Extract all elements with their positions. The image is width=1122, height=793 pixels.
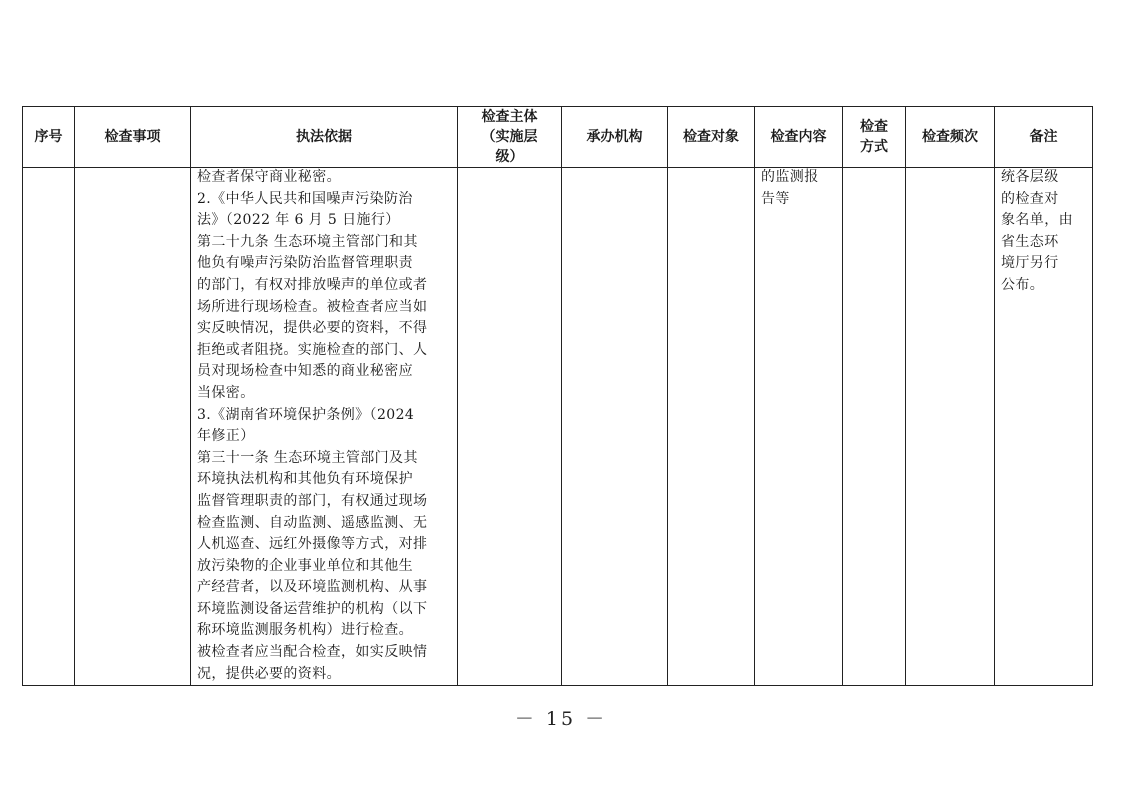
- header-basis: 执法依据: [191, 107, 458, 168]
- text-line: 公布。: [1001, 276, 1045, 293]
- page-number: － 15 －: [514, 708, 608, 730]
- text-line: 检查者保守商业秘密。: [197, 169, 341, 185]
- text-line: 省生态环: [1001, 233, 1059, 250]
- text-line: 的监测报: [761, 169, 819, 185]
- text-line: 的部门，有权对排放噪声的单位或者: [197, 276, 428, 293]
- text-line: 2.《中华人民共和国噪声污染防治: [197, 190, 413, 207]
- header-content: 检查内容: [755, 107, 843, 168]
- table-row: [23, 168, 1093, 686]
- cell-target: [668, 168, 755, 686]
- text-line: 告等: [761, 190, 790, 207]
- text-line: 场所进行现场检查。被检查者应当如: [197, 298, 428, 315]
- cell-agency: [562, 168, 668, 686]
- text-line: 产经营者，以及环境监测机构、从事: [197, 579, 428, 596]
- header-method-text: 检查方式: [859, 119, 888, 155]
- basis-text: [191, 167, 457, 685]
- text-line: 他负有噪声污染防治监督管理职责: [197, 255, 413, 272]
- cell-method: [843, 168, 906, 686]
- header-subject: [458, 107, 562, 168]
- inspection-table: [22, 106, 1093, 686]
- text-line: 当保密。: [197, 384, 255, 401]
- header-remarks: 备注: [995, 107, 1093, 168]
- header-agency: 承办机构: [562, 107, 668, 168]
- text-line: 况，提供必要的资料。: [197, 665, 341, 682]
- text-line: 被检查者应当配合检查，如实反映情: [197, 644, 428, 661]
- content-text: [755, 167, 842, 210]
- text-line: 境厅另行: [1001, 255, 1059, 272]
- text-line: 3.《湖南省环境保护条例》（2024: [197, 406, 415, 423]
- text-line: 环境执法机构和其他负有环境保护: [197, 471, 413, 488]
- text-line: 监督管理职责的部门，有权通过现场: [197, 492, 428, 509]
- text-line: 第二十九条 生态环境主管部门和其: [197, 233, 418, 250]
- header-frequency: 检查频次: [906, 107, 995, 168]
- cell-basis: [191, 168, 458, 686]
- text-line: 检查监测、自动监测、遥感监测、无: [197, 514, 428, 531]
- text-line: 称环境监测服务机构）进行检查。: [197, 622, 413, 639]
- text-line: 象名单，由: [1001, 212, 1073, 229]
- cell-remarks: [995, 168, 1093, 686]
- text-line: 拒绝或者阻挠。实施检查的部门、人: [197, 341, 428, 358]
- cell-frequency: [906, 168, 995, 686]
- header-row: [23, 107, 1093, 168]
- text-line: 人机巡查、远红外摄像等方式，对排: [197, 536, 428, 553]
- header-subject-text: 检查主体（实施层级）: [481, 109, 538, 165]
- header-item: 检查事项: [75, 107, 191, 168]
- text-line: 统各层级: [1001, 169, 1059, 185]
- cell-subject: [458, 168, 562, 686]
- remarks-text: [995, 167, 1092, 297]
- text-line: 年修正）: [197, 428, 255, 445]
- cell-item: [75, 168, 191, 686]
- text-line: 环境监测设备运营维护的机构（以下: [197, 600, 428, 617]
- text-line: 放污染物的企业事业单位和其他生: [197, 557, 413, 574]
- cell-content: [755, 168, 843, 686]
- text-line: 员对现场检查中知悉的商业秘密应: [197, 363, 413, 380]
- text-line: 第三十一条 生态环境主管部门及其: [197, 449, 418, 466]
- cell-seq: [23, 168, 75, 686]
- text-line: 实反映情况，提供必要的资料，不得: [197, 320, 428, 337]
- text-line: 法》（2022 年 6 月 5 日施行）: [197, 212, 400, 229]
- header-target: 检查对象: [668, 107, 755, 168]
- header-seq: 序号: [23, 107, 75, 168]
- text-line: 的检查对: [1001, 190, 1059, 207]
- header-method: [843, 107, 906, 168]
